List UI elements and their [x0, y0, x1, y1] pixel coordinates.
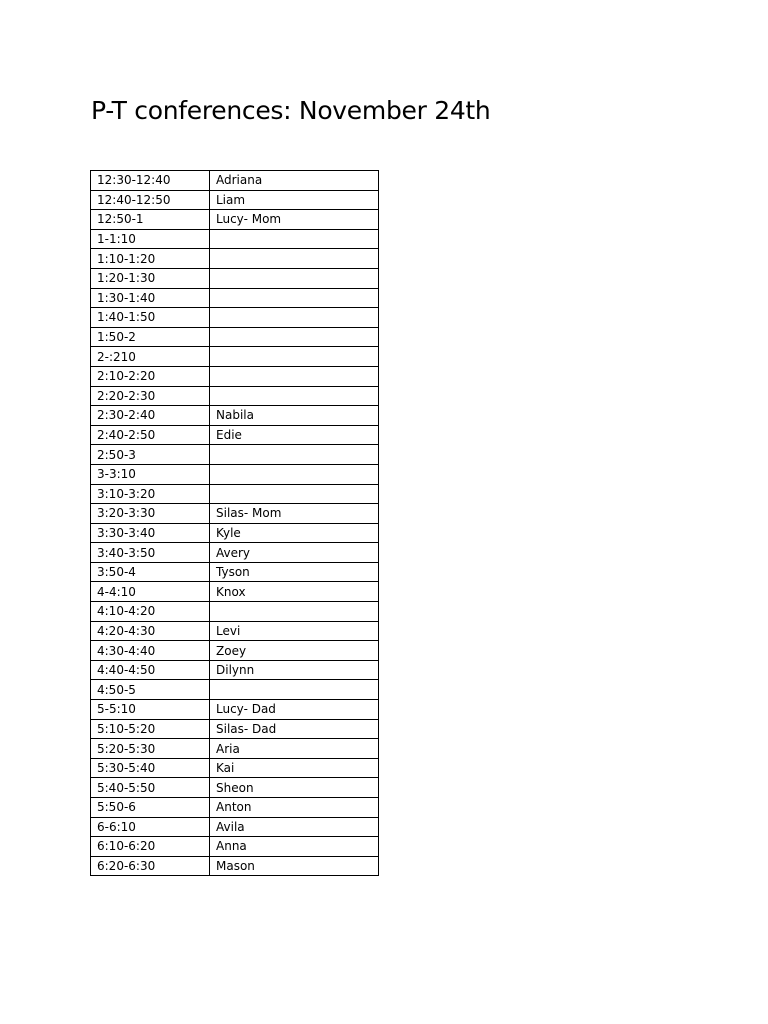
table-row [91, 347, 379, 367]
attendee-name-cell [210, 268, 379, 288]
time-slot-cell: 5:10-5:20 [91, 719, 210, 739]
attendee-name-cell [210, 484, 379, 504]
table-row [91, 425, 379, 445]
table-row [91, 229, 379, 249]
table-row [91, 445, 379, 465]
attendee-name-cell [210, 386, 379, 406]
table-row [91, 484, 379, 504]
time-slot-cell: 5-5:10 [91, 700, 210, 720]
attendee-name-cell [210, 347, 379, 367]
attendee-name-cell: Kyle [210, 523, 379, 543]
conference-schedule-table [90, 170, 379, 876]
attendee-name-cell: Adriana [210, 171, 379, 191]
time-slot-cell: 3:30-3:40 [91, 523, 210, 543]
time-slot-cell: 3:50-4 [91, 562, 210, 582]
attendee-name-cell: Anton [210, 798, 379, 818]
time-slot-cell: 1:10-1:20 [91, 249, 210, 269]
time-slot-cell: 4:50-5 [91, 680, 210, 700]
table-row [91, 543, 379, 563]
attendee-name-cell: Dilynn [210, 660, 379, 680]
time-slot-cell: 12:30-12:40 [91, 171, 210, 191]
table-row [91, 288, 379, 308]
table-row [91, 758, 379, 778]
time-slot-cell: 4:30-4:40 [91, 641, 210, 661]
attendee-name-cell [210, 327, 379, 347]
time-slot-cell: 5:20-5:30 [91, 739, 210, 759]
time-slot-cell: 1:30-1:40 [91, 288, 210, 308]
table-row [91, 582, 379, 602]
table-row [91, 562, 379, 582]
table-row [91, 386, 379, 406]
table-row [91, 464, 379, 484]
time-slot-cell: 1:50-2 [91, 327, 210, 347]
table-row [91, 210, 379, 230]
table-row [91, 719, 379, 739]
table-row [91, 739, 379, 759]
time-slot-cell: 3:20-3:30 [91, 504, 210, 524]
table-row [91, 504, 379, 524]
time-slot-cell: 12:50-1 [91, 210, 210, 230]
attendee-name-cell: Tyson [210, 562, 379, 582]
table-row [91, 641, 379, 661]
attendee-name-cell: Zoey [210, 641, 379, 661]
table-row [91, 837, 379, 857]
attendee-name-cell: Levi [210, 621, 379, 641]
time-slot-cell: 1:20-1:30 [91, 268, 210, 288]
attendee-name-cell: Sheon [210, 778, 379, 798]
table-row [91, 700, 379, 720]
schedule-body [91, 171, 379, 876]
table-row [91, 621, 379, 641]
time-slot-cell: 4:40-4:50 [91, 660, 210, 680]
table-row [91, 798, 379, 818]
table-row [91, 249, 379, 269]
attendee-name-cell: Silas- Dad [210, 719, 379, 739]
attendee-name-cell: Silas- Mom [210, 504, 379, 524]
attendee-name-cell: Mason [210, 856, 379, 876]
attendee-name-cell: Lucy- Mom [210, 210, 379, 230]
table-row [91, 602, 379, 622]
table-row [91, 406, 379, 426]
attendee-name-cell: Avila [210, 817, 379, 837]
time-slot-cell: 4:10-4:20 [91, 602, 210, 622]
time-slot-cell: 6-6:10 [91, 817, 210, 837]
attendee-name-cell [210, 288, 379, 308]
time-slot-cell: 2:40-2:50 [91, 425, 210, 445]
time-slot-cell: 2:30-2:40 [91, 406, 210, 426]
table-row [91, 680, 379, 700]
attendee-name-cell [210, 445, 379, 465]
time-slot-cell: 3-3:10 [91, 464, 210, 484]
attendee-name-cell: Lucy- Dad [210, 700, 379, 720]
time-slot-cell: 5:40-5:50 [91, 778, 210, 798]
attendee-name-cell [210, 229, 379, 249]
table-row [91, 856, 379, 876]
time-slot-cell: 3:40-3:50 [91, 543, 210, 563]
time-slot-cell: 5:30-5:40 [91, 758, 210, 778]
time-slot-cell: 1:40-1:50 [91, 308, 210, 328]
attendee-name-cell [210, 464, 379, 484]
time-slot-cell: 1-1:10 [91, 229, 210, 249]
table-row [91, 171, 379, 191]
page-title: P-T conferences: November 24th [91, 96, 491, 125]
table-row [91, 308, 379, 328]
time-slot-cell: 6:10-6:20 [91, 837, 210, 857]
time-slot-cell: 2:20-2:30 [91, 386, 210, 406]
table-row [91, 660, 379, 680]
attendee-name-cell [210, 602, 379, 622]
time-slot-cell: 5:50-6 [91, 798, 210, 818]
table-row [91, 268, 379, 288]
attendee-name-cell [210, 308, 379, 328]
time-slot-cell: 12:40-12:50 [91, 190, 210, 210]
table-row [91, 327, 379, 347]
table-row [91, 190, 379, 210]
table-row [91, 366, 379, 386]
time-slot-cell: 4-4:10 [91, 582, 210, 602]
attendee-name-cell: Aria [210, 739, 379, 759]
table-row [91, 778, 379, 798]
time-slot-cell: 2:50-3 [91, 445, 210, 465]
attendee-name-cell: Knox [210, 582, 379, 602]
time-slot-cell: 2:10-2:20 [91, 366, 210, 386]
table-row [91, 817, 379, 837]
time-slot-cell: 4:20-4:30 [91, 621, 210, 641]
attendee-name-cell [210, 366, 379, 386]
table-row [91, 523, 379, 543]
time-slot-cell: 2-:210 [91, 347, 210, 367]
attendee-name-cell [210, 249, 379, 269]
time-slot-cell: 6:20-6:30 [91, 856, 210, 876]
attendee-name-cell [210, 680, 379, 700]
attendee-name-cell: Nabila [210, 406, 379, 426]
attendee-name-cell: Kai [210, 758, 379, 778]
attendee-name-cell: Avery [210, 543, 379, 563]
time-slot-cell: 3:10-3:20 [91, 484, 210, 504]
attendee-name-cell: Edie [210, 425, 379, 445]
attendee-name-cell: Anna [210, 837, 379, 857]
attendee-name-cell: Liam [210, 190, 379, 210]
